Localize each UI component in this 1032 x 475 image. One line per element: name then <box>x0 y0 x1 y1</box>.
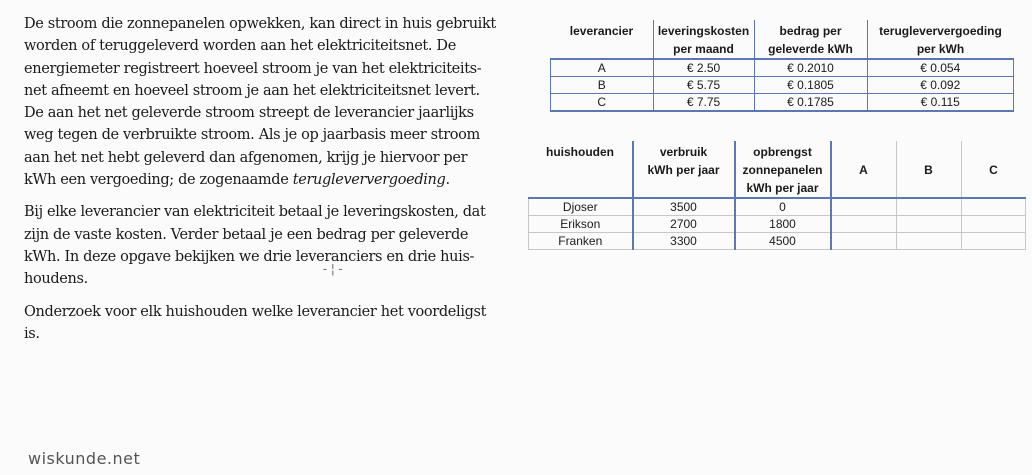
header-terugleververgoeding: terugleververgoeding per kWh <box>867 20 1014 59</box>
cell: € 5.75 <box>653 77 754 94</box>
text-line: De aan het net geleverde stroom streept de leverancier jaarlijks <box>24 105 474 122</box>
exercise-text <box>24 13 494 355</box>
household-table <box>528 141 1026 250</box>
text-line: is. <box>24 325 40 342</box>
text-fragment: kWh een vergoeding; de zogenaamde <box>24 172 293 189</box>
header-bedrag-per-kwh: bedrag per geleverde kWh <box>754 20 867 59</box>
table-row <box>529 233 1026 250</box>
cell: Franken <box>529 233 633 250</box>
cell: A <box>551 59 654 77</box>
cell: € 2.50 <box>653 59 754 77</box>
text-line: weg tegen de verbruikte stroom. Als je op jaarbasis meer stroom <box>24 127 480 144</box>
paragraph-costs <box>24 201 494 290</box>
cell-empty <box>896 216 961 233</box>
text-line: Onderzoek voor elk huishouden welke leverancier het voordeligst <box>24 303 487 320</box>
text-line: houdens. <box>24 271 88 288</box>
header-verbruik: verbruik kWh per jaar <box>633 141 735 198</box>
cell: 4500 <box>735 233 831 250</box>
paragraph-question <box>24 301 494 346</box>
cell: C <box>551 94 654 112</box>
cell: 3300 <box>633 233 735 250</box>
cell: € 7.75 <box>653 94 754 112</box>
cell-empty <box>831 198 897 216</box>
text-line: Bij elke leverancier van elektriciteit betaal je leveringskosten, dat <box>24 204 486 221</box>
cell: € 0.1805 <box>754 77 867 94</box>
cell-empty <box>961 216 1026 233</box>
cell: 3500 <box>633 198 735 216</box>
cell: 0 <box>735 198 831 216</box>
cell-empty <box>961 233 1026 250</box>
header-leveringskosten: leveringskosten per maand <box>653 20 754 59</box>
header-huishouden: huishouden <box>529 141 633 198</box>
tariff-table <box>550 20 1014 112</box>
cell: € 0.1785 <box>754 94 867 112</box>
cell-empty <box>831 233 897 250</box>
cell-empty <box>896 198 961 216</box>
cell: Erikson <box>529 216 633 233</box>
text-fragment: . <box>445 172 450 189</box>
cell: B <box>551 77 654 94</box>
text-line <box>24 169 494 191</box>
header-opbrengst: opbrengst zonnepanelen kWh per jaar <box>735 141 831 198</box>
cell: 1800 <box>735 216 831 233</box>
table-row <box>529 216 1026 233</box>
cell: Djoser <box>529 198 633 216</box>
site-watermark: wiskunde.net <box>28 449 141 468</box>
text-line: energiemeter registreert hoeveel stroom je van het elektriciteits- <box>24 60 482 77</box>
text-line: net afneemt en hoeveel stroom je aan het elektriciteitsnet levert. <box>24 82 480 99</box>
cell: € 0.054 <box>867 59 1014 77</box>
tariff-header-row <box>551 20 1014 59</box>
text-line: De stroom die zonnepanelen opwekken, kan direct in huis gebruikt <box>24 16 496 32</box>
table-row <box>551 59 1014 77</box>
cell-empty <box>896 233 961 250</box>
text-cursor-icon: -¦- <box>321 262 345 277</box>
household-header-row <box>529 141 1026 198</box>
text-line: aan het net hebt geleverd dan afgenomen, krijg je hiervoor per <box>24 149 468 166</box>
cell: € 0.115 <box>867 94 1014 112</box>
text-line: zijn de vaste kosten. Verder betaal je een bedrag per geleverde <box>24 226 469 243</box>
header-leverancier-b: B <box>896 141 961 198</box>
term-terugleververgoeding: terugleververgoeding <box>292 172 446 189</box>
header-leverancier-c: C <box>961 141 1026 198</box>
table-row <box>529 198 1026 216</box>
text-line: kWh. In deze opgave bekijken we drie leveranciers en drie huis- <box>24 248 475 265</box>
header-leverancier-a: A <box>831 141 897 198</box>
cell: € 0.2010 <box>754 59 867 77</box>
text-line: worden of teruggeleverd worden aan het elektriciteitsnet. De <box>24 38 456 55</box>
cell: € 0.092 <box>867 77 1014 94</box>
paragraph-intro <box>24 13 494 191</box>
table-row <box>551 94 1014 112</box>
cell-empty <box>961 198 1026 216</box>
cell: 2700 <box>633 216 735 233</box>
header-leverancier: leverancier <box>551 20 654 59</box>
table-row <box>551 77 1014 94</box>
cell-empty <box>831 216 897 233</box>
